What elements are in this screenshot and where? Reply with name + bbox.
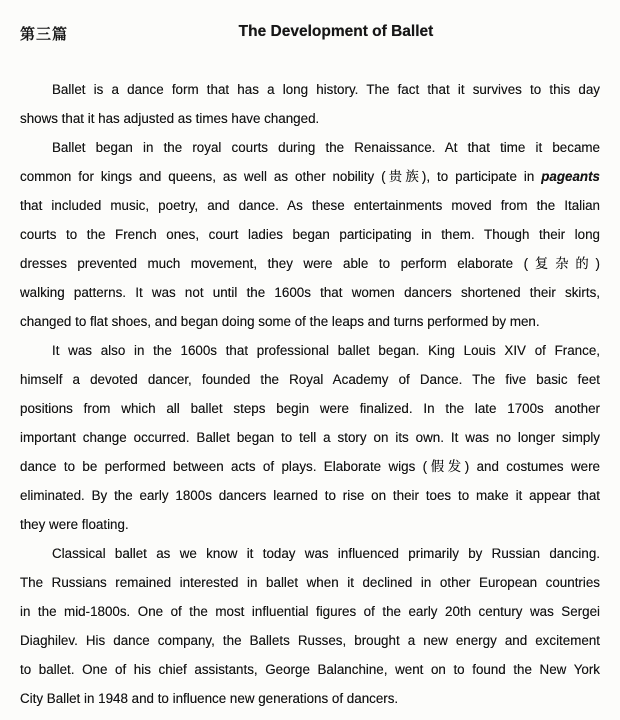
passage-line: in the mid-1800s. One of the most influential figures of the early 20th century was Sergei bbox=[20, 604, 600, 619]
passage-title: The Development of Ballet bbox=[238, 23, 434, 40]
passage-line: to ballet. One of his chief assistants, George Balanchine, went on to found the New York bbox=[20, 662, 600, 677]
passage-line: shows that it has adjusted as times have changed. bbox=[20, 111, 320, 126]
passage-line: walking patterns. It was not until the 1600s that women dancers shortened their skirts, bbox=[20, 285, 600, 300]
passage-line: important change occurred. Ballet began to tell a story on its own. It was no longer simply bbox=[20, 430, 600, 445]
passage-line: dance to be performed between acts of plays. Elaborate wigs (假发) and costumes were bbox=[20, 459, 600, 474]
passage-line: changed to flat shoes, and began doing some of the leaps and turns performed by men. bbox=[20, 314, 540, 329]
passage-line: that included music, poetry, and dance. As these entertainments moved from the Italian bbox=[20, 198, 600, 213]
passage-line: they were floating. bbox=[20, 517, 129, 532]
passage-line: It was also in the 1600s that professional ballet began. King Louis XIV of France, bbox=[52, 343, 600, 358]
passage-body bbox=[20, 75, 600, 713]
passage-line: Diaghilev. His dance company, the Ballets Russes, brought a new energy and excitement bbox=[20, 633, 600, 648]
passage-line: City Ballet in 1948 and to influence new generations of dancers. bbox=[20, 691, 399, 706]
passage-line: dresses prevented much movement, they were able to perform elaborate (复杂的) bbox=[20, 256, 600, 271]
passage-line: Ballet is a dance form that has a long history. The fact that it survives to this day bbox=[52, 82, 600, 97]
emphasized-word: pageants bbox=[541, 169, 600, 184]
passage-line: himself a devoted dancer, founded the Royal Academy of Dance. The five basic feet bbox=[20, 372, 600, 387]
passage-line: Classical ballet as we know it today was influenced primarily by Russian dancing. bbox=[52, 546, 600, 561]
passage-line-with-emphasis bbox=[20, 162, 600, 191]
passage-line: eliminated. By the early 1800s dancers learned to rise on their toes to make it appear that bbox=[20, 488, 600, 503]
section-label: 第三篇 bbox=[20, 26, 69, 43]
passage-line: positions from which all ballet steps begin were finalized. In the late 1700s another bbox=[20, 401, 600, 416]
passage-line-text: common for kings and queens, as well as other nobility (贵族), to participate in bbox=[20, 169, 542, 184]
passage-header bbox=[20, 23, 600, 43]
passage-line: Ballet began in the royal courts during the Renaissance. At that time it became bbox=[52, 140, 600, 155]
passage-line: The Russians remained interested in ballet when it declined in other European countries bbox=[20, 575, 600, 590]
passage-line: courts to the French ones, court ladies began participating in them. Though their long bbox=[20, 227, 600, 242]
